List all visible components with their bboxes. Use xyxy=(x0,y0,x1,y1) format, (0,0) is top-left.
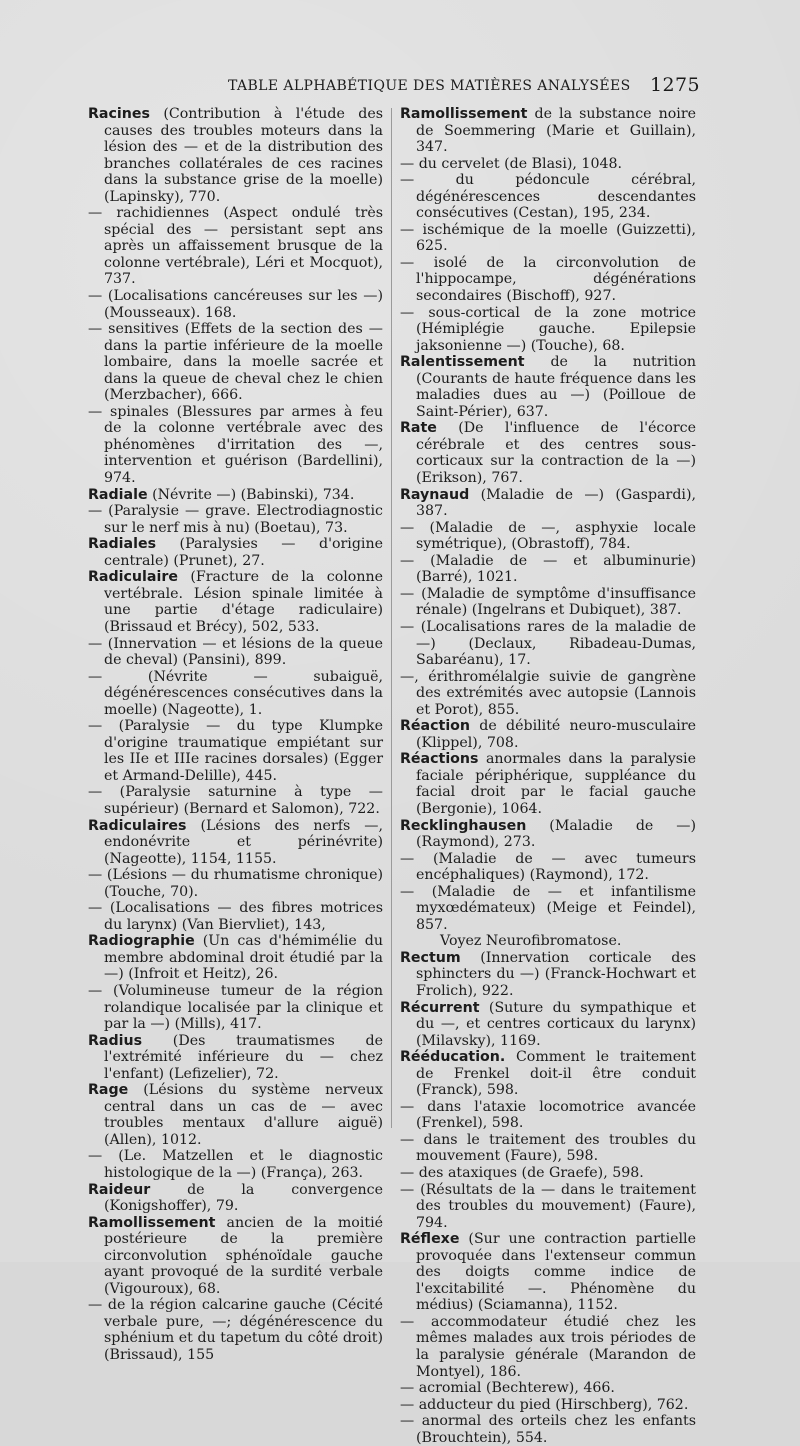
index-entry xyxy=(400,156,696,173)
index-entry-text: Comment le traitement de Frenkel doit-il être conduit (Franck), 598. xyxy=(416,1049,696,1099)
index-entry xyxy=(88,1082,383,1148)
index-entry xyxy=(400,884,696,934)
index-entry-text: — du cervelet (de Blasi), 1048. xyxy=(400,155,623,172)
index-entry xyxy=(400,1397,696,1414)
running-title: TABLE ALPHABÉTIQUE DES MATIÈRES ANALYSÉES xyxy=(228,78,631,94)
index-entry xyxy=(400,305,696,355)
index-entry-text: (De l'influence de l'écorce cérébrale et des centres sous-corticaux sur la contraction de la —) (Erikson), 767. xyxy=(416,420,696,487)
index-entry-text: de débilité neuro-musculaire (Klippel), 708. xyxy=(416,718,696,751)
index-entry-text: (Maladie de —) (Raymond), 273. xyxy=(416,817,696,851)
index-entry xyxy=(400,950,696,1000)
index-entry xyxy=(88,1182,383,1215)
index-entry xyxy=(88,503,383,536)
index-entry xyxy=(400,619,696,669)
index-entry-text: — (Innervation — et lésions de la queue de cheval) (Pansini), 899. xyxy=(88,635,383,669)
index-entry-text: — adducteur du pied (Hirschberg), 762. xyxy=(400,1396,689,1413)
index-entry xyxy=(88,818,383,868)
page-number: 1275 xyxy=(650,74,700,96)
index-entry xyxy=(400,222,696,255)
index-entry-text: (Un cas d'hémimélie du membre abdominal droit étudié par la —) (Infroit et Heitz), 26. xyxy=(104,933,383,983)
index-entry-text: ancien de la moitié postérieure de la première circonvolution sphénoïdale gauche ayant provoqué de la surdité verbale (Vigouroux), 68. xyxy=(104,1214,383,1297)
running-header xyxy=(88,74,700,100)
index-headword: Ralentissement xyxy=(400,354,525,371)
index-headword: Radiculaire xyxy=(88,569,178,586)
index-entry xyxy=(88,784,383,817)
index-headword: Radius xyxy=(88,1032,143,1049)
index-entry xyxy=(400,1099,696,1132)
index-entry-text: — (Maladie de — et infantilisme myxœdémateux) (Meige et Feindel), 857. xyxy=(400,883,696,933)
index-entry xyxy=(88,669,383,719)
index-headword: Ramollissement xyxy=(88,1214,216,1231)
index-entry-text: (Lésions du système nerveux central dans un cas de — avec troubles mentaux d'allure aiguë) (Allen), 1012. xyxy=(104,1082,383,1148)
index-headword: Radiographie xyxy=(88,933,195,950)
index-entry-text: — dans l'ataxie locomotrice avancée (Frenkel), 598. xyxy=(400,1098,696,1132)
index-headword: Recklinghausen xyxy=(400,817,527,834)
index-entry-text: Voyez Neurofibromatose. xyxy=(440,933,622,950)
index-entry-text: — (Le. Matzellen et le diagnostic histologique de la —) (França), 263. xyxy=(88,1148,383,1181)
index-entry xyxy=(400,172,696,222)
index-entry-text: — rachidiennes (Aspect ondulé très spécial des — persistant sept ans après un affaissement brusque de la colonne vertébrale), Léri et Mocquot), 737. xyxy=(88,205,383,288)
index-entry-text: — (Volumineuse tumeur de la région rolandique localisée par la clinique et par la —) (Mills), 417. xyxy=(88,982,383,1033)
index-entry-text: (Innervation corticale des sphincters du —) (Franck-Hochwart et Frolich), 922. xyxy=(416,949,696,999)
index-entry-text: (Contribution à l'étude des causes des troubles moteurs dans la lésion des — et de la distribution des branches collatérales de ces racines dans la substance grise de la moelle) (Lapinsky), 770. xyxy=(104,106,383,205)
index-entry-text: — isolé de la circonvolution de l'hippocampe, dégénérations secondaires (Bischoff), 927. xyxy=(400,254,696,305)
index-entry xyxy=(88,718,383,784)
index-entry-text: — accommodateur étudié chez les mêmes malades aux trois périodes de la paralysie générale (Marandon de Montyel), 186. xyxy=(400,1313,696,1380)
index-entry xyxy=(88,867,383,900)
index-entry-text: de la nutrition (Courants de haute fréquence dans les maladies dues au —) (Poilloue de Saint-Périer), 637. xyxy=(416,354,696,420)
index-entry-text: — dans le traitement des troubles du mouvement (Faure), 598. xyxy=(400,1131,696,1165)
index-entry-text: — (Paralysie — grave. Electrodiagnostic sur le nerf mis à nu) (Boetau), 73. xyxy=(88,503,383,536)
index-entry xyxy=(88,205,383,288)
index-headword: Rage xyxy=(88,1082,129,1099)
index-entry-text: — sous-cortical de la zone motrice (Hémiplégie gauche. Epilepsie jaksonienne —) (Touche), 68. xyxy=(400,304,696,354)
index-entry xyxy=(88,404,383,487)
index-entry-text: — (Névrite — subaiguë, dégénérescences consécutives dans la moelle) (Nageotte), 1. xyxy=(88,668,383,718)
index-entry xyxy=(88,536,383,569)
right-column xyxy=(400,106,696,1446)
left-column xyxy=(88,106,383,1364)
index-entry xyxy=(400,933,696,950)
index-headword: Ramollissement xyxy=(400,106,528,122)
index-entry-text: (Suture du sympathique et du —, et centres corticaux du larynx) (Milavsky), 1169. xyxy=(416,999,696,1049)
index-entry-text: — acromial (Bechterew), 466. xyxy=(400,1380,615,1397)
index-entry xyxy=(88,983,383,1033)
index-entry-text: (Névrite —) (Babinski), 734. xyxy=(147,486,355,503)
index-entry-text: — (Maladie de symptôme d'insuffisance rénale) (Ingelrans et Dubiquet), 387. xyxy=(400,585,696,619)
index-entry-text: (Sur une contraction partielle provoquée dans l'extenseur commun des doigts comme indice de l'excitabilité —. Phénomène du médius) (Sciamanna), 1152. xyxy=(416,1231,696,1314)
index-entry xyxy=(400,1132,696,1165)
index-entry xyxy=(400,718,696,751)
index-headword: Raynaud xyxy=(400,486,470,503)
index-entry xyxy=(88,900,383,933)
index-entry-text: (Paralysies — d'origine centrale) (Prunet), 27. xyxy=(104,536,383,569)
index-entry xyxy=(400,669,696,719)
index-entry-text: anormales dans la paralysie faciale périphérique, suppléance du facial droit par le facial gauche (Bergonie), 1064. xyxy=(416,751,696,817)
index-entry-text: — (Maladie de —, asphyxie locale symétrique), (Obrastoff), 784. xyxy=(400,519,696,553)
index-entry xyxy=(400,851,696,884)
index-entry-text: de la substance noire de Soemmering (Marie et Guillain), 347. xyxy=(416,106,696,156)
index-entry xyxy=(400,487,696,520)
index-headword: Rate xyxy=(400,420,437,437)
index-entry xyxy=(88,106,383,205)
index-entry-text: — (Maladie de — et albuminurie) (Barré), 1021. xyxy=(400,552,696,586)
index-headword: Raideur xyxy=(88,1181,151,1198)
index-entry-text: de la convergence (Konigshoffer), 79. xyxy=(104,1181,383,1215)
index-entry-text: — (Maladie de — avec tumeurs encéphaliques) (Raymond), 172. xyxy=(400,850,696,884)
column-divider xyxy=(391,108,392,1128)
index-headword: Rééducation. xyxy=(400,1049,506,1066)
index-entry xyxy=(400,818,696,851)
index-entry xyxy=(88,1215,383,1298)
index-entry xyxy=(88,1148,383,1181)
index-entry-text: — spinales (Blessures par armes à feu de la colonne vertébrale avec des phénomènes d'irritation des —, intervention et guérison (Bardellini), 974. xyxy=(88,403,383,487)
index-headword: Réactions xyxy=(400,751,479,768)
index-entry xyxy=(400,354,696,420)
index-entry-text: — ischémique de la moelle (Guizzetti), 625. xyxy=(400,221,696,255)
index-entry-text: — (Localisations — des fibres motrices du larynx) (Van Biervliet), 143, xyxy=(88,900,383,933)
index-entry-text: — (Paralysie — du type Klumpke d'origine traumatique empiétant sur les IIe et IIIe racines dorsales) (Egger et Armand-Delille), 445. xyxy=(88,718,383,784)
index-entry xyxy=(88,288,383,321)
index-entry xyxy=(400,1380,696,1397)
index-entry xyxy=(400,1000,696,1050)
index-entry-text: — du pédoncule cérébral, dégénérescences descendantes consécutives (Cestan), 195, 234. xyxy=(400,172,696,222)
index-headword: Rectum xyxy=(400,949,461,966)
index-entry-text: — (Paralysie saturnine à type — supérieur) (Bernard et Salomon), 722. xyxy=(88,784,383,817)
index-entry xyxy=(400,255,696,305)
index-entry xyxy=(400,1165,696,1182)
index-entry xyxy=(400,553,696,586)
index-headword: Récurrent xyxy=(400,999,480,1016)
index-entry-text: (Des traumatismes de l'extrémité inférieure du — chez l'enfant) (Lefizelier), 72. xyxy=(104,1032,383,1082)
index-headword: Radiales xyxy=(88,536,157,553)
index-entry-text: — (Lésions — du rhumatisme chronique) (Touche, 70). xyxy=(88,867,383,900)
index-entry xyxy=(88,933,383,983)
index-entry-text: — de la région calcarine gauche (Cécité verbale pure, —; dégénérescence du sphénium et du tapetum du côté droit) (Brissaud), 155 xyxy=(88,1297,383,1364)
index-entry xyxy=(400,420,696,486)
index-entry xyxy=(88,321,383,404)
index-entry-text: — anormal des orteils chez les enfants (Brouchtein), 554. xyxy=(400,1413,696,1446)
index-entry-text: (Lésions des nerfs —, endonévrite et périnévrite) (Nageotte), 1154, 1155. xyxy=(104,817,383,867)
index-entry-text: — des ataxiques (de Graefe), 598. xyxy=(400,1165,644,1181)
index-headword: Radiale xyxy=(88,486,148,503)
index-entry xyxy=(400,1413,696,1446)
index-entry-text: — (Résultats de la — dans le traitement des troubles du mouvement) (Faure), 794. xyxy=(400,1181,696,1231)
index-entry-text: — sensitives (Effets de la section des — dans la partie inférieure de la moelle lombaire, dans la moelle sacrée et dans la queue de cheval chez le chien (Merzbacher), 666. xyxy=(88,321,383,404)
index-entry xyxy=(400,1314,696,1380)
index-entry-text: —, érithromélalgie suivie de gangrène des extrémités avec autopsie (Lannois et Porot), 855. xyxy=(400,668,696,718)
index-entry xyxy=(400,1182,696,1232)
index-entry-text: — (Localisations cancéreuses sur les —) (Mousseaux). 168. xyxy=(88,288,383,321)
index-headword: Racines xyxy=(88,106,150,122)
index-headword: Réflexe xyxy=(400,1231,460,1248)
index-entry xyxy=(88,487,383,504)
index-entry xyxy=(400,106,696,156)
index-entry xyxy=(88,569,383,635)
index-entry xyxy=(88,636,383,669)
index-entry-text: (Maladie de —) (Gaspardi), 387. xyxy=(416,486,696,520)
index-entry xyxy=(400,1049,696,1099)
index-entry xyxy=(400,751,696,817)
index-entry xyxy=(88,1297,383,1363)
index-headword: Radiculaires xyxy=(88,817,187,834)
index-entry-text: — (Localisations rares de la maladie de —) (Declaux, Ribadeau-Dumas, Sabaréanu), 17. xyxy=(400,618,696,669)
index-entry xyxy=(88,1033,383,1083)
index-entry xyxy=(400,520,696,553)
index-entry xyxy=(400,1231,696,1314)
index-entry xyxy=(400,586,696,619)
index-headword: Réaction xyxy=(400,718,471,735)
index-entry-text: (Fracture de la colonne vertébrale. Lésion spinale limitée à une partie d'étage radiculaire) (Brissaud et Brécy), 502, 533. xyxy=(104,569,383,635)
